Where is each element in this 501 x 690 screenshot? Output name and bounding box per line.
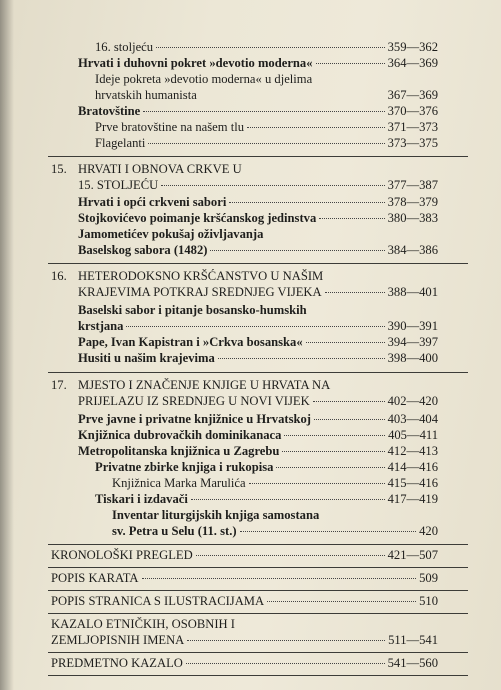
entry-title: PREDMETNO KAZALO: [51, 656, 183, 670]
entry-title: Baselski sabor i pitanje bosansko-humskih: [78, 303, 307, 317]
toc-entry: [78, 319, 438, 334]
entry-page: 417—419: [387, 492, 438, 506]
entry-page: 380—383: [387, 211, 438, 225]
entry-title: POPIS STRANICA S ILUSTRACIJAMA: [51, 594, 265, 608]
entry-page: 364—369: [387, 56, 438, 70]
section-divider: [48, 544, 468, 545]
toc-entry: [95, 120, 438, 135]
page-shadow: [0, 0, 14, 690]
section-divider: [48, 613, 468, 614]
toc-entry: [51, 656, 438, 671]
toc-entry: [78, 428, 438, 443]
entry-page: 402—420: [387, 394, 438, 408]
entry-page: 371—373: [387, 120, 438, 134]
toc-entry: [95, 492, 438, 507]
entry-title: POPIS KARATA: [51, 571, 139, 585]
section-title: 15. STOLJEĆU: [78, 178, 159, 192]
entry-title: Hrvati i duhovni pokret »devotio moderna«: [78, 56, 313, 70]
toc-entry: [78, 444, 438, 459]
toc-entry: [78, 195, 438, 210]
section-heading-line1: [78, 269, 323, 284]
entry-page: 541—560: [387, 656, 438, 670]
entry-title: krstjana: [78, 319, 124, 333]
entry-page: 377—387: [387, 178, 438, 192]
section-divider: [48, 372, 468, 373]
section-title: HRVATI I OBNOVA CRKVE U: [78, 162, 242, 176]
entry-page: 390—391: [387, 319, 438, 333]
entry-title: ZEMLJOPISNIH IMENA: [51, 633, 185, 647]
entry-title: Bratovštine: [78, 104, 141, 118]
entry-page: 388—401: [387, 285, 438, 299]
toc-entry: [78, 412, 438, 427]
toc-entry-line1: [95, 72, 312, 87]
entry-title: Prve bratovštine na našem tlu: [95, 120, 244, 134]
toc-entry-line1: [112, 508, 319, 523]
section-divider: [48, 263, 468, 264]
entry-page: 398—400: [387, 351, 438, 365]
entry-page: 511—541: [388, 633, 438, 647]
entry-title: Baselskog sabora (1482): [78, 243, 208, 257]
entry-title: Prve javne i privatne knjižnice u Hrvatskoj: [78, 412, 311, 426]
toc-entry: [78, 104, 438, 119]
section-title: KRAJEVIMA POTKRAJ SREDNJEG VIJEKA: [78, 285, 322, 299]
entry-title: Jamometićev pokušaj oživljavanja: [78, 227, 264, 241]
section-heading-line1: [78, 162, 242, 177]
entry-page: 510: [419, 594, 438, 608]
toc-entry: [51, 571, 438, 586]
toc-entry: [95, 88, 438, 103]
entry-page: 509: [419, 571, 438, 585]
toc-entry: [95, 136, 438, 151]
section-number: 15.: [51, 162, 67, 176]
toc-entry: [112, 476, 438, 491]
toc-entry: [95, 40, 438, 55]
toc-entry-line1: [78, 303, 307, 318]
entry-title: 16. stoljeću: [95, 40, 154, 54]
entry-title: Knjižnica Marka Marulića: [112, 476, 246, 490]
toc-entry: [78, 243, 438, 258]
entry-page: 394—397: [387, 335, 438, 349]
entry-page: 378—379: [387, 195, 438, 209]
toc-entry: [51, 548, 438, 563]
entry-title: Pape, Ivan Kapistran i »Crkva bosanska«: [78, 335, 303, 349]
section-divider: [48, 590, 468, 591]
section-title: PRIJELAZU IZ SREDNJEG U NOVI VIJEK: [78, 394, 310, 408]
section-title: MJESTO I ZNAČENJE KNJIGE U HRVATA NA: [78, 378, 331, 392]
entry-page: 370—376: [387, 104, 438, 118]
entry-title: Husiti u našim krajevima: [78, 351, 215, 365]
entry-title: hrvatskih humanista: [95, 88, 197, 102]
toc-entry: [51, 633, 438, 648]
entry-title: sv. Petra u Selu (11. st.): [112, 524, 237, 538]
section-heading: [78, 178, 438, 193]
section-heading: [78, 285, 438, 300]
entry-title: KAZALO ETNIČKIH, OSOBNIH I: [51, 617, 235, 631]
section-heading: [78, 394, 438, 409]
section-divider: [48, 675, 468, 676]
entry-page: 367—369: [387, 88, 438, 102]
toc-entry: [95, 460, 438, 475]
entry-title: Hrvati i opći crkveni sabori: [78, 195, 227, 209]
entry-title: Tiskari i izdavači: [95, 492, 188, 506]
toc-entry: [78, 56, 438, 71]
entry-page: 412—413: [387, 444, 438, 458]
toc-entry: [112, 524, 438, 539]
toc-entry: [78, 351, 438, 366]
toc-entry: [78, 211, 438, 226]
entry-page: 384—386: [387, 243, 438, 257]
entry-title: Stojkovićevo poimanje kršćanskog jedinstva: [78, 211, 317, 225]
entry-page: 405—411: [388, 428, 438, 442]
section-title: HETERODOKSNO KRŠĆANSTVO U NAŠIM: [78, 269, 324, 283]
entry-title: Flagelanti: [95, 136, 146, 150]
toc-entry-line1: [51, 617, 235, 632]
section-number: 17.: [51, 378, 67, 392]
entry-title: Ideje pokreta »devotio moderna« u djelima: [95, 72, 313, 86]
entry-title: Inventar liturgijskih knjiga samostana: [112, 508, 320, 522]
entry-page: 403—404: [387, 412, 438, 426]
section-divider: [48, 156, 468, 157]
entry-title: Privatne zbirke knjiga i rukopisa: [95, 460, 274, 474]
section-divider: [48, 652, 468, 653]
entry-page: 421—507: [387, 548, 438, 562]
section-heading-line1: [78, 378, 330, 393]
entry-page: 420: [419, 524, 438, 538]
entry-page: 414—416: [387, 460, 438, 474]
section-divider: [48, 567, 468, 568]
entry-title: Knjižnica dubrovačkih dominikanaca: [78, 428, 282, 442]
toc-entry: [78, 335, 438, 350]
section-number: 16.: [51, 269, 67, 283]
entry-title: Metropolitanska knjižnica u Zagrebu: [78, 444, 280, 458]
toc-entry-line1: [78, 227, 263, 242]
entry-page: 373—375: [387, 136, 438, 150]
entry-title: KRONOLOŠKI PREGLED: [51, 548, 193, 562]
toc-entry: [51, 594, 438, 609]
entry-page: 359—362: [387, 40, 438, 54]
entry-page: 415—416: [387, 476, 438, 490]
